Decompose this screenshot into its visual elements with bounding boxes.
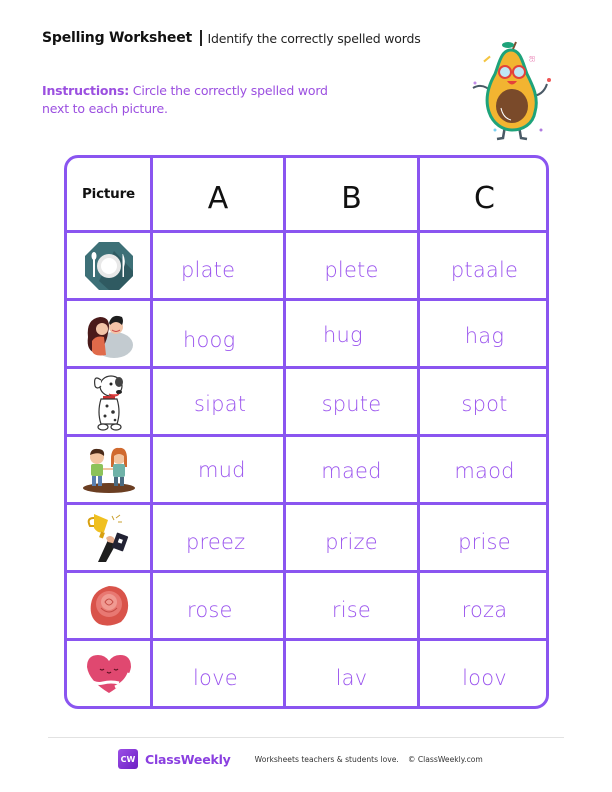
word-option[interactable]: prize bbox=[325, 529, 378, 554]
word-option[interactable]: rose bbox=[187, 597, 233, 622]
title-divider bbox=[200, 30, 202, 46]
header-picture: Picture bbox=[81, 186, 135, 202]
worksheet-header bbox=[42, 28, 421, 48]
header-column-a: A bbox=[207, 180, 229, 216]
word-option[interactable]: preez bbox=[186, 529, 246, 554]
word-option[interactable]: hug bbox=[323, 322, 363, 347]
classweekly-logo-icon: CW bbox=[118, 749, 138, 769]
footer-divider bbox=[48, 737, 564, 738]
word-option[interactable]: roza bbox=[461, 597, 508, 622]
rose-icon bbox=[67, 573, 150, 638]
kids-mud-icon bbox=[67, 437, 150, 502]
word-option[interactable]: loov bbox=[462, 665, 507, 690]
avocado-mascot-icon bbox=[465, 38, 557, 142]
footer-copyright: © ClassWeekly.com bbox=[407, 754, 483, 764]
word-option[interactable]: love bbox=[193, 665, 238, 690]
word-option[interactable]: maod bbox=[454, 458, 515, 483]
word-option[interactable]: plete bbox=[324, 257, 379, 282]
instructions-text: Circle the correctly spelled word next to each picture. bbox=[42, 83, 328, 116]
word-option[interactable]: hag bbox=[464, 323, 505, 348]
word-option[interactable]: ptaale bbox=[450, 257, 519, 282]
word-option[interactable]: lav bbox=[335, 665, 368, 690]
brand-name: ClassWeekly bbox=[145, 751, 231, 767]
word-option[interactable]: hoog bbox=[183, 327, 236, 352]
instructions-label: Instructions: bbox=[42, 83, 130, 98]
trophy-prize-icon bbox=[67, 505, 150, 570]
header-column-b: B bbox=[341, 180, 362, 216]
svg-text:ஐ: ஐ bbox=[529, 53, 536, 62]
word-option[interactable]: plate bbox=[181, 257, 236, 282]
word-option[interactable]: rise bbox=[331, 597, 372, 622]
footer bbox=[118, 748, 483, 770]
word-option[interactable]: maed bbox=[321, 458, 382, 483]
word-option[interactable]: spute bbox=[321, 391, 382, 416]
footer-tagline: Worksheets teachers & students love. bbox=[254, 754, 399, 764]
word-option[interactable]: spot bbox=[461, 391, 508, 416]
hug-icon bbox=[67, 301, 150, 366]
page-title: Spelling Worksheet bbox=[42, 30, 193, 46]
word-option[interactable]: prise bbox=[458, 529, 511, 554]
instructions bbox=[42, 82, 332, 118]
heart-love-icon bbox=[67, 641, 150, 706]
dalmatian-spot-icon bbox=[67, 369, 150, 434]
header-column-c: C bbox=[474, 180, 495, 216]
spelling-table bbox=[64, 155, 549, 709]
word-option[interactable]: mud bbox=[198, 457, 246, 482]
word-option[interactable]: sipat bbox=[194, 391, 247, 416]
page-subtitle: Identify the correctly spelled words bbox=[207, 30, 421, 46]
plate-icon bbox=[67, 233, 150, 298]
